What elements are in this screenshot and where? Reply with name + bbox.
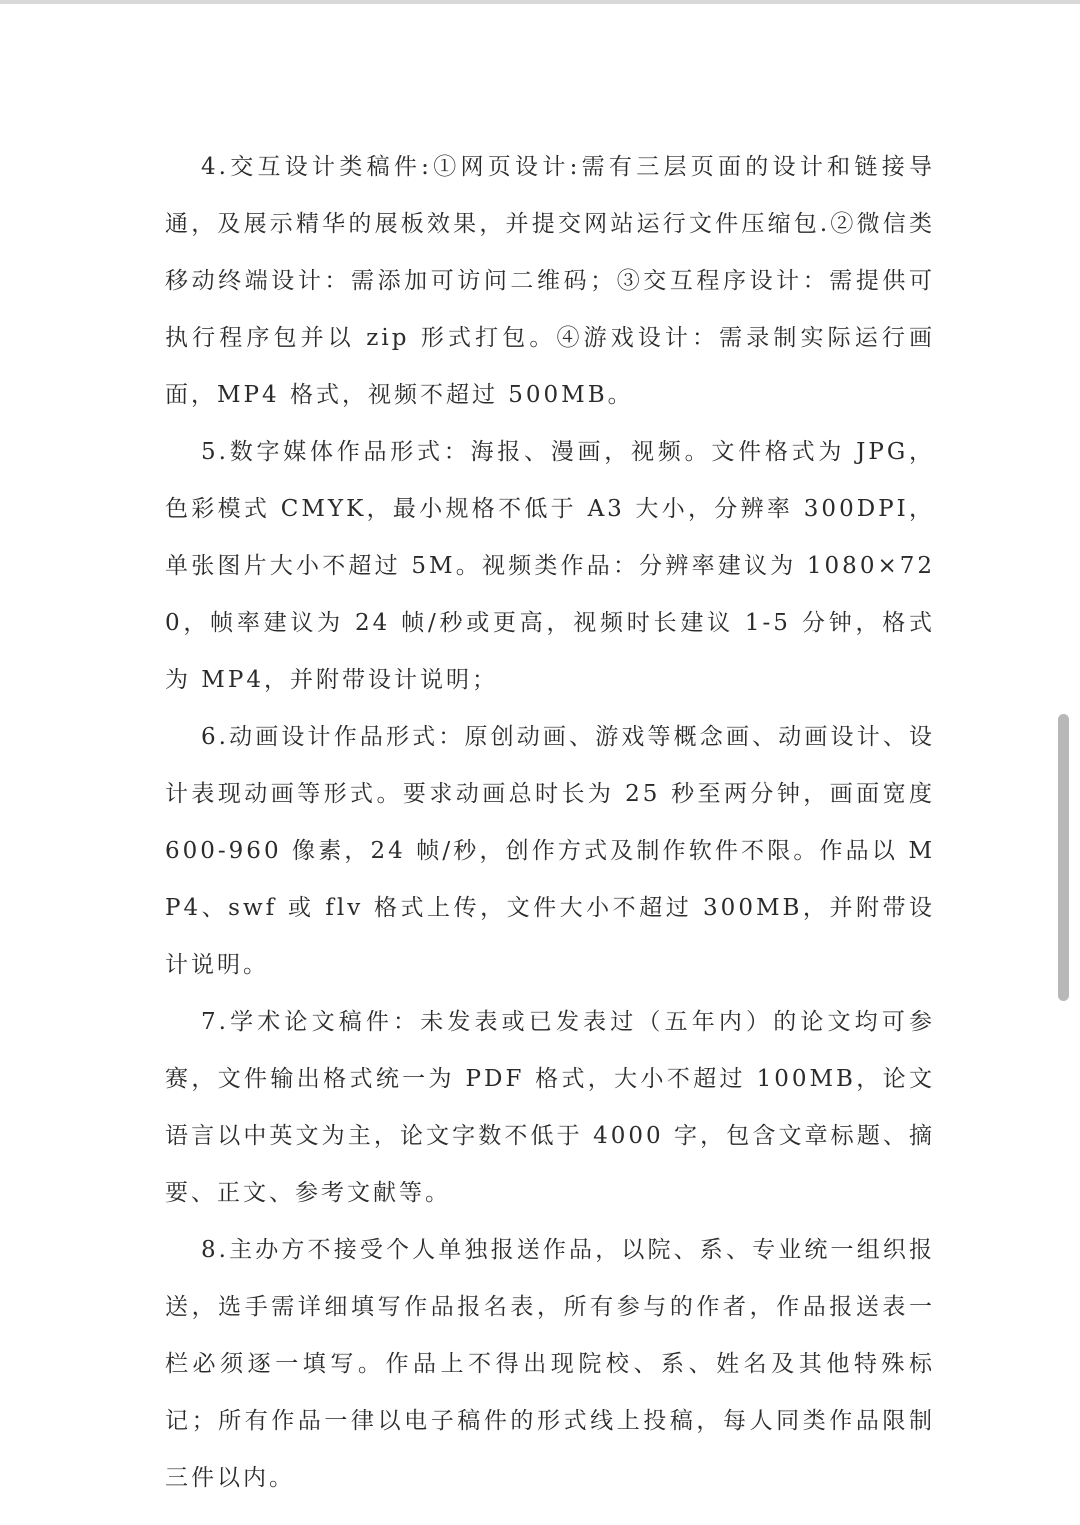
paragraph-submission-rules: 8.主办方不接受个人单独报送作品，以院、系、专业统一组织报送，选手需详细填写作品报名表，所有参与的作者，作品报送表一栏必须逐一填写。作品上不得出现院校、系、姓名及其他特殊标记；所有作品一律以电子稿件的形式线上投稿，每人同类作品限制三件以内。 <box>165 1237 935 1491</box>
vertical-scrollbar[interactable] <box>1058 714 1069 1001</box>
paragraph-digital-media: 5.数字媒体作品形式：海报、漫画，视频。文件格式为 JPG，色彩模式 CMYK，最小规格不低于 A3 大小，分辨率 300DPI，单张图片大小不超过 5M。视频类作品：分辨率建议为 1080×720，帧率建议为 24 帧/秒或更高，视频时长建议 1-5 分钟，格式为 MP4，并附带设计说明； <box>165 439 935 693</box>
paragraph-interaction-design: 4.交互设计类稿件:①网页设计:需有三层页面的设计和链接导通，及展示精华的展板效果，并提交网站运行文件压缩包.②微信类移动终端设计：需添加可访问二维码；③交互程序设计：需提供可执行程序包并以 zip 形式打包。④游戏设计：需录制实际运行画面，MP4 格式，视频不超过 500MB。 <box>165 154 935 408</box>
document-page <box>0 4 1080 1525</box>
paragraph-academic-paper: 7.学术论文稿件：未发表或已发表过（五年内）的论文均可参赛，文件输出格式统一为 PDF 格式，大小不超过 100MB，论文语言以中英文为主，论文字数不低于 4000 字，包含文章标题、摘要、正文、参考文献等。 <box>165 1009 935 1206</box>
page-content <box>165 139 935 1507</box>
paragraph-animation-design: 6.动画设计作品形式：原创动画、游戏等概念画、动画设计、设计表现动画等形式。要求动画总时长为 25 秒至两分钟，画面宽度 600-960 像素，24 帧/秒，创作方式及制作软件不限。作品以 MP4、swf 或 flv 格式上传，文件大小不超过 300MB，并附带设计说明。 <box>165 724 935 978</box>
